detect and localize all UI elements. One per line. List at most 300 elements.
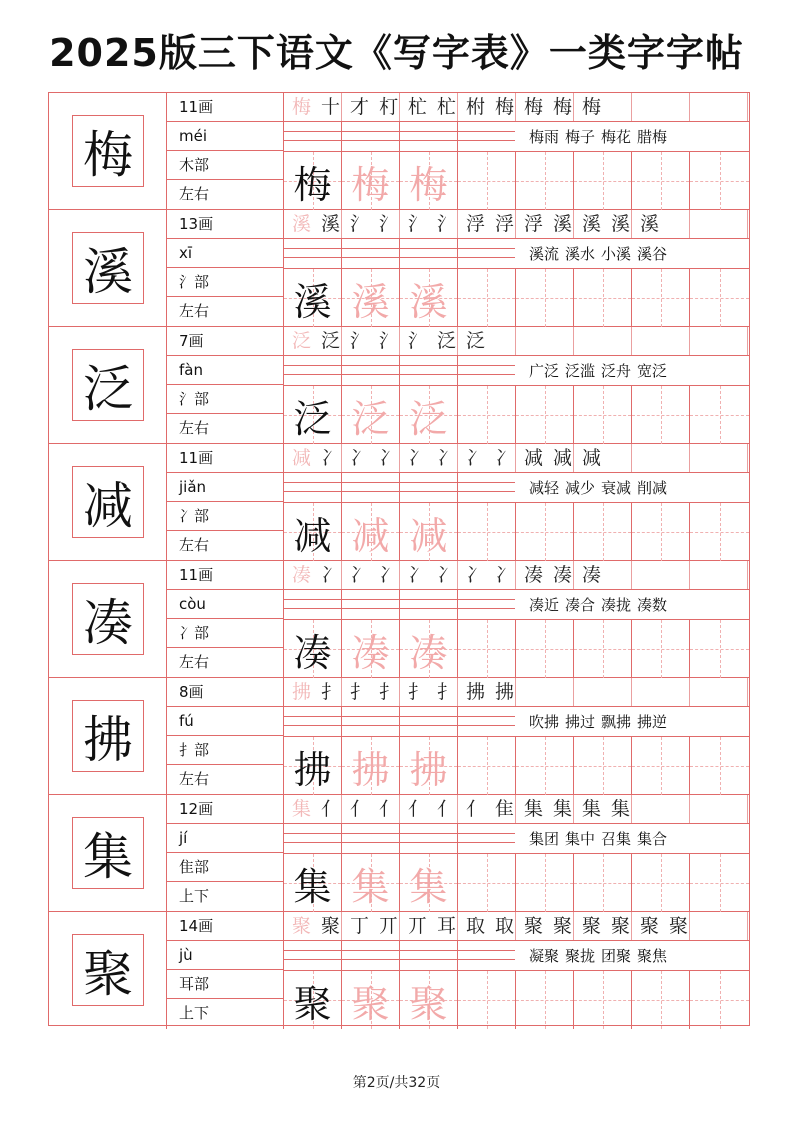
stroke-step: 聚 xyxy=(581,915,601,937)
stroke-step: 取 xyxy=(465,915,485,937)
tianzi-cell xyxy=(284,152,342,210)
tianzi-cell xyxy=(516,737,574,795)
stroke-step: 泛 xyxy=(465,330,485,352)
stroke-step: 冫 xyxy=(349,564,369,586)
trace-character: 集 xyxy=(409,864,448,909)
stroke-step: 溪 xyxy=(639,213,659,235)
trace-character: 溪 xyxy=(409,279,448,324)
example-word: 减轻 xyxy=(529,479,560,497)
stroke-step: 梅 xyxy=(494,96,514,118)
stroke-step: 泛 xyxy=(436,330,456,352)
radical: 冫部 xyxy=(167,502,283,531)
tianzi-cell xyxy=(342,854,400,912)
big-character: 凑 xyxy=(72,583,144,655)
pinyin-practice-lines xyxy=(284,824,515,854)
tianzi-cell xyxy=(632,152,690,210)
example-word: 减少 xyxy=(565,479,596,497)
structure: 左右 xyxy=(179,302,210,320)
stroke-count: 14画 xyxy=(167,912,283,941)
pinyin: jiǎn xyxy=(167,473,283,502)
structure: 左右 xyxy=(179,185,210,203)
tianzi-cell xyxy=(516,386,574,444)
tianzi-cell xyxy=(516,620,574,678)
example-word: 召集 xyxy=(601,830,632,848)
stroke-count: 8画 xyxy=(167,678,283,707)
stroke-step: 亻 xyxy=(378,798,398,820)
stroke-step: 亻 xyxy=(465,798,485,820)
stroke-step: 溪 xyxy=(320,213,340,235)
stroke-step: 柎 xyxy=(465,96,485,118)
stroke-step: 朾 xyxy=(378,96,398,118)
stroke-step: 冫 xyxy=(436,564,456,586)
stroke-step: 凑 xyxy=(523,564,543,586)
stroke-step: 冫 xyxy=(494,564,514,586)
pinyin: fú xyxy=(167,707,283,736)
practice-row xyxy=(284,971,749,1029)
tianzi-cell xyxy=(284,386,342,444)
trace-character: 聚 xyxy=(351,981,390,1026)
stroke-step: 拂 xyxy=(291,681,311,703)
trace-character: 梅 xyxy=(351,162,390,207)
tianzi-cell xyxy=(284,971,342,1029)
trace-character: 凑 xyxy=(409,630,448,675)
tianzi-cell xyxy=(690,620,749,678)
big-character-cell xyxy=(49,795,167,912)
stroke-step: 杧 xyxy=(407,96,427,118)
stroke-step: 丁 xyxy=(349,915,369,937)
stroke-step: 冫 xyxy=(465,564,485,586)
tianzi-cell xyxy=(574,737,632,795)
tianzi-cell xyxy=(342,269,400,327)
example-word: 凑合 xyxy=(565,596,596,614)
stroke-count: 11画 xyxy=(167,93,283,122)
stroke-order-row xyxy=(284,327,749,356)
character-info xyxy=(167,795,284,912)
structure: 上下 xyxy=(179,1004,210,1022)
tianzi-cell xyxy=(516,269,574,327)
tianzi-cell xyxy=(632,971,690,1029)
big-character-cell xyxy=(49,678,167,795)
example-word: 溪流 xyxy=(529,245,560,263)
page-number: 第2页/共32页 xyxy=(352,1075,441,1091)
stroke-step: 凑 xyxy=(552,564,572,586)
tianzi-cell xyxy=(342,971,400,1029)
stroke-step: 冫 xyxy=(465,447,485,469)
character-entry xyxy=(49,795,749,912)
stroke-step: 冫 xyxy=(378,564,398,586)
model-character: 梅 xyxy=(293,162,332,207)
stroke-step: 拂 xyxy=(494,681,514,703)
stroke-count: 11画 xyxy=(167,444,283,473)
example-word: 宽泛 xyxy=(637,362,668,380)
example-word: 削减 xyxy=(637,479,668,497)
stroke-step: 冫 xyxy=(320,564,340,586)
stroke-step: 丌 xyxy=(407,915,427,937)
stroke-count: 13画 xyxy=(167,210,283,239)
practice-row xyxy=(284,152,749,210)
example-word: 聚拢 xyxy=(565,947,596,965)
radical: 耳部 xyxy=(167,970,283,999)
tianzi-cell xyxy=(690,854,749,912)
stroke-step: 减 xyxy=(581,447,601,469)
stroke-count: 7画 xyxy=(167,327,283,356)
tianzi-cell xyxy=(458,503,516,561)
tianzi-cell xyxy=(690,386,749,444)
example-word: 梅花 xyxy=(601,128,632,146)
big-character: 梅 xyxy=(72,115,144,187)
trace-character: 溪 xyxy=(351,279,390,324)
copybook-sheet xyxy=(48,92,750,1026)
trace-character: 聚 xyxy=(409,981,448,1026)
stroke-step: 氵 xyxy=(407,213,427,235)
stroke-step: 氵 xyxy=(407,330,427,352)
tianzi-cell xyxy=(632,503,690,561)
stroke-step: 氵 xyxy=(349,330,369,352)
tianzi-cell xyxy=(574,854,632,912)
tianzi-cell xyxy=(342,152,400,210)
character-entry xyxy=(49,444,749,561)
word-list xyxy=(515,122,749,152)
pinyin: jí xyxy=(167,824,283,853)
structure: 左右 xyxy=(179,770,210,788)
model-character: 减 xyxy=(293,513,332,558)
stroke-step: 集 xyxy=(523,798,543,820)
example-word: 梅雨 xyxy=(529,128,560,146)
tianzi-cell xyxy=(458,854,516,912)
stroke-step: 浮 xyxy=(494,213,514,235)
tianzi-cell xyxy=(458,620,516,678)
character-info xyxy=(167,327,284,444)
stroke-step: 聚 xyxy=(610,915,630,937)
stroke-step: 亻 xyxy=(349,798,369,820)
pinyin: jù xyxy=(167,941,283,970)
stroke-step: 氵 xyxy=(349,213,369,235)
stroke-order-row xyxy=(284,93,749,122)
practice-row xyxy=(284,854,749,912)
stroke-order-row xyxy=(284,210,749,239)
tianzi-cell xyxy=(284,620,342,678)
tianzi-cell xyxy=(690,971,749,1029)
practice-row xyxy=(284,386,749,444)
pinyin-practice-lines xyxy=(284,239,515,269)
tianzi-cell xyxy=(574,152,632,210)
stroke-step: 耳 xyxy=(436,915,456,937)
stroke-step: 梅 xyxy=(552,96,572,118)
tianzi-cell xyxy=(632,269,690,327)
tianzi-cell xyxy=(632,620,690,678)
stroke-step: 氵 xyxy=(436,213,456,235)
model-character: 溪 xyxy=(293,279,332,324)
stroke-step: 亻 xyxy=(436,798,456,820)
big-character-cell xyxy=(49,912,167,1029)
stroke-step: 溪 xyxy=(610,213,630,235)
tianzi-cell xyxy=(458,737,516,795)
example-word: 溪谷 xyxy=(637,245,668,263)
radical: 木部 xyxy=(167,151,283,180)
stroke-step: 冫 xyxy=(436,447,456,469)
tianzi-cell xyxy=(632,854,690,912)
tianzi-cell xyxy=(690,737,749,795)
stroke-step: 亻 xyxy=(407,798,427,820)
tianzi-cell xyxy=(574,503,632,561)
tianzi-cell xyxy=(342,737,400,795)
character-entry xyxy=(49,93,749,210)
stroke-order-row xyxy=(284,561,749,590)
tianzi-cell xyxy=(284,854,342,912)
stroke-step: 隹 xyxy=(494,798,514,820)
stroke-step: 聚 xyxy=(320,915,340,937)
character-info xyxy=(167,93,284,210)
structure: 左右 xyxy=(179,653,210,671)
tianzi-cell xyxy=(632,737,690,795)
stroke-step: 聚 xyxy=(639,915,659,937)
tianzi-cell xyxy=(690,269,749,327)
trace-character: 拂 xyxy=(409,747,448,792)
big-character-cell xyxy=(49,444,167,561)
practice-row xyxy=(284,737,749,795)
stroke-step: 扌 xyxy=(349,681,369,703)
model-character: 拂 xyxy=(293,747,332,792)
tianzi-cell xyxy=(632,386,690,444)
tianzi-cell xyxy=(516,854,574,912)
stroke-step: 冫 xyxy=(349,447,369,469)
big-character: 集 xyxy=(72,817,144,889)
structure: 左右 xyxy=(179,419,210,437)
example-word: 集中 xyxy=(565,830,596,848)
trace-character: 泛 xyxy=(351,396,390,441)
stroke-step: 集 xyxy=(291,798,311,820)
character-info xyxy=(167,678,284,795)
stroke-step: 梅 xyxy=(291,96,311,118)
character-entry xyxy=(49,327,749,444)
example-word: 团聚 xyxy=(601,947,632,965)
big-character: 泛 xyxy=(72,349,144,421)
trace-character: 减 xyxy=(351,513,390,558)
example-word: 凑数 xyxy=(637,596,668,614)
stroke-step: 冫 xyxy=(407,564,427,586)
character-entry xyxy=(49,912,749,1029)
stroke-step: 凑 xyxy=(291,564,311,586)
example-word: 吹拂 xyxy=(529,713,560,731)
tianzi-cell xyxy=(400,386,458,444)
stroke-step: 集 xyxy=(610,798,630,820)
big-character-cell xyxy=(49,561,167,678)
stroke-order-row xyxy=(284,444,749,473)
example-word: 集团 xyxy=(529,830,560,848)
model-character: 集 xyxy=(293,864,332,909)
tianzi-cell xyxy=(458,152,516,210)
big-character: 拂 xyxy=(72,700,144,772)
stroke-step: 凑 xyxy=(581,564,601,586)
word-list xyxy=(515,590,749,620)
stroke-step: 聚 xyxy=(552,915,572,937)
tianzi-cell xyxy=(690,503,749,561)
pinyin-practice-lines xyxy=(284,473,515,503)
example-word: 拂过 xyxy=(565,713,596,731)
big-character-cell xyxy=(49,210,167,327)
practice-row xyxy=(284,269,749,327)
character-entry xyxy=(49,678,749,795)
trace-character: 减 xyxy=(409,513,448,558)
word-list xyxy=(515,941,749,971)
tianzi-cell xyxy=(284,737,342,795)
stroke-count: 12画 xyxy=(167,795,283,824)
example-word: 凝聚 xyxy=(529,947,560,965)
example-word: 凑拢 xyxy=(601,596,632,614)
stroke-step: 拂 xyxy=(465,681,485,703)
tianzi-cell xyxy=(574,620,632,678)
big-character: 聚 xyxy=(72,934,144,1006)
stroke-step: 扌 xyxy=(378,681,398,703)
character-info xyxy=(167,210,284,327)
big-character-cell xyxy=(49,93,167,210)
pinyin: xī xyxy=(167,239,283,268)
example-word: 泛滥 xyxy=(565,362,596,380)
model-character: 聚 xyxy=(293,981,332,1026)
example-word: 衰减 xyxy=(601,479,632,497)
stroke-step: 亻 xyxy=(320,798,340,820)
trace-character: 梅 xyxy=(409,162,448,207)
tianzi-cell xyxy=(342,620,400,678)
example-word: 飘拂 xyxy=(601,713,632,731)
pinyin-practice-lines xyxy=(284,707,515,737)
radical: 氵部 xyxy=(167,385,283,414)
pinyin: méi xyxy=(167,122,283,151)
example-word: 广泛 xyxy=(529,362,560,380)
pinyin: còu xyxy=(167,590,283,619)
stroke-step: 丌 xyxy=(378,915,398,937)
example-word: 聚焦 xyxy=(637,947,668,965)
stroke-step: 溪 xyxy=(581,213,601,235)
page-title: 2025版三下语文《写字表》一类字字帖 xyxy=(49,31,744,75)
stroke-step: 扌 xyxy=(436,681,456,703)
stroke-step: 浮 xyxy=(465,213,485,235)
tianzi-cell xyxy=(574,971,632,1029)
stroke-count: 11画 xyxy=(167,561,283,590)
tianzi-cell xyxy=(516,971,574,1029)
tianzi-cell xyxy=(400,971,458,1029)
pinyin-practice-lines xyxy=(284,356,515,386)
stroke-step: 梅 xyxy=(523,96,543,118)
tianzi-cell xyxy=(400,152,458,210)
tianzi-cell xyxy=(400,620,458,678)
model-character: 凑 xyxy=(293,630,332,675)
stroke-step: 冫 xyxy=(407,447,427,469)
tianzi-cell xyxy=(284,503,342,561)
tianzi-cell xyxy=(284,269,342,327)
word-list xyxy=(515,824,749,854)
big-character: 减 xyxy=(72,466,144,538)
stroke-step: 聚 xyxy=(523,915,543,937)
stroke-order-row xyxy=(284,678,749,707)
character-info xyxy=(167,561,284,678)
example-word: 腊梅 xyxy=(637,128,668,146)
model-character: 泛 xyxy=(293,396,332,441)
tianzi-cell xyxy=(574,269,632,327)
tianzi-cell xyxy=(400,854,458,912)
stroke-step: 梅 xyxy=(581,96,601,118)
stroke-step: 减 xyxy=(552,447,572,469)
stroke-order-row xyxy=(284,795,749,824)
tianzi-cell xyxy=(400,737,458,795)
stroke-step: 减 xyxy=(523,447,543,469)
word-list xyxy=(515,473,749,503)
stroke-step: 减 xyxy=(291,447,311,469)
word-list xyxy=(515,239,749,269)
radical: 扌部 xyxy=(167,736,283,765)
radical: 氵部 xyxy=(167,268,283,297)
word-list xyxy=(515,356,749,386)
example-word: 溪水 xyxy=(565,245,596,263)
tianzi-cell xyxy=(516,503,574,561)
radical: 隹部 xyxy=(167,853,283,882)
stroke-step: 浮 xyxy=(523,213,543,235)
stroke-step: 泛 xyxy=(291,330,311,352)
stroke-step: 冫 xyxy=(320,447,340,469)
tianzi-cell xyxy=(342,503,400,561)
stroke-step: 集 xyxy=(581,798,601,820)
stroke-step: 泛 xyxy=(320,330,340,352)
stroke-step: 才 xyxy=(349,96,369,118)
stroke-step: 扌 xyxy=(320,681,340,703)
example-word: 小溪 xyxy=(601,245,632,263)
stroke-step: 溪 xyxy=(552,213,572,235)
stroke-order-row xyxy=(284,912,749,941)
pinyin: fàn xyxy=(167,356,283,385)
tianzi-cell xyxy=(516,152,574,210)
character-entry xyxy=(49,561,749,678)
character-info xyxy=(167,444,284,561)
stroke-step: 聚 xyxy=(668,915,688,937)
tianzi-cell xyxy=(458,971,516,1029)
stroke-step: 冫 xyxy=(494,447,514,469)
stroke-step: 溪 xyxy=(291,213,311,235)
structure: 左右 xyxy=(179,536,210,554)
tianzi-cell xyxy=(400,503,458,561)
example-word: 拂逆 xyxy=(637,713,668,731)
structure: 上下 xyxy=(179,887,210,905)
character-info xyxy=(167,912,284,1029)
tianzi-cell xyxy=(342,386,400,444)
big-character: 溪 xyxy=(72,232,144,304)
stroke-step: 扌 xyxy=(407,681,427,703)
tianzi-cell xyxy=(690,152,749,210)
pinyin-practice-lines xyxy=(284,122,515,152)
stroke-step: 氵 xyxy=(378,330,398,352)
practice-row xyxy=(284,620,749,678)
tianzi-cell xyxy=(574,386,632,444)
trace-character: 集 xyxy=(351,864,390,909)
stroke-step: 集 xyxy=(552,798,572,820)
stroke-step: 聚 xyxy=(291,915,311,937)
practice-row xyxy=(284,503,749,561)
stroke-step: 氵 xyxy=(378,213,398,235)
example-word: 泛舟 xyxy=(601,362,632,380)
pinyin-practice-lines xyxy=(284,590,515,620)
example-word: 凑近 xyxy=(529,596,560,614)
trace-character: 泛 xyxy=(409,396,448,441)
stroke-step: 冫 xyxy=(378,447,398,469)
character-entry xyxy=(49,210,749,327)
stroke-step: 十 xyxy=(320,96,340,118)
example-word: 梅子 xyxy=(565,128,596,146)
pinyin-practice-lines xyxy=(284,941,515,971)
trace-character: 凑 xyxy=(351,630,390,675)
stroke-step: 取 xyxy=(494,915,514,937)
stroke-step: 杧 xyxy=(436,96,456,118)
radical: 冫部 xyxy=(167,619,283,648)
tianzi-cell xyxy=(458,269,516,327)
